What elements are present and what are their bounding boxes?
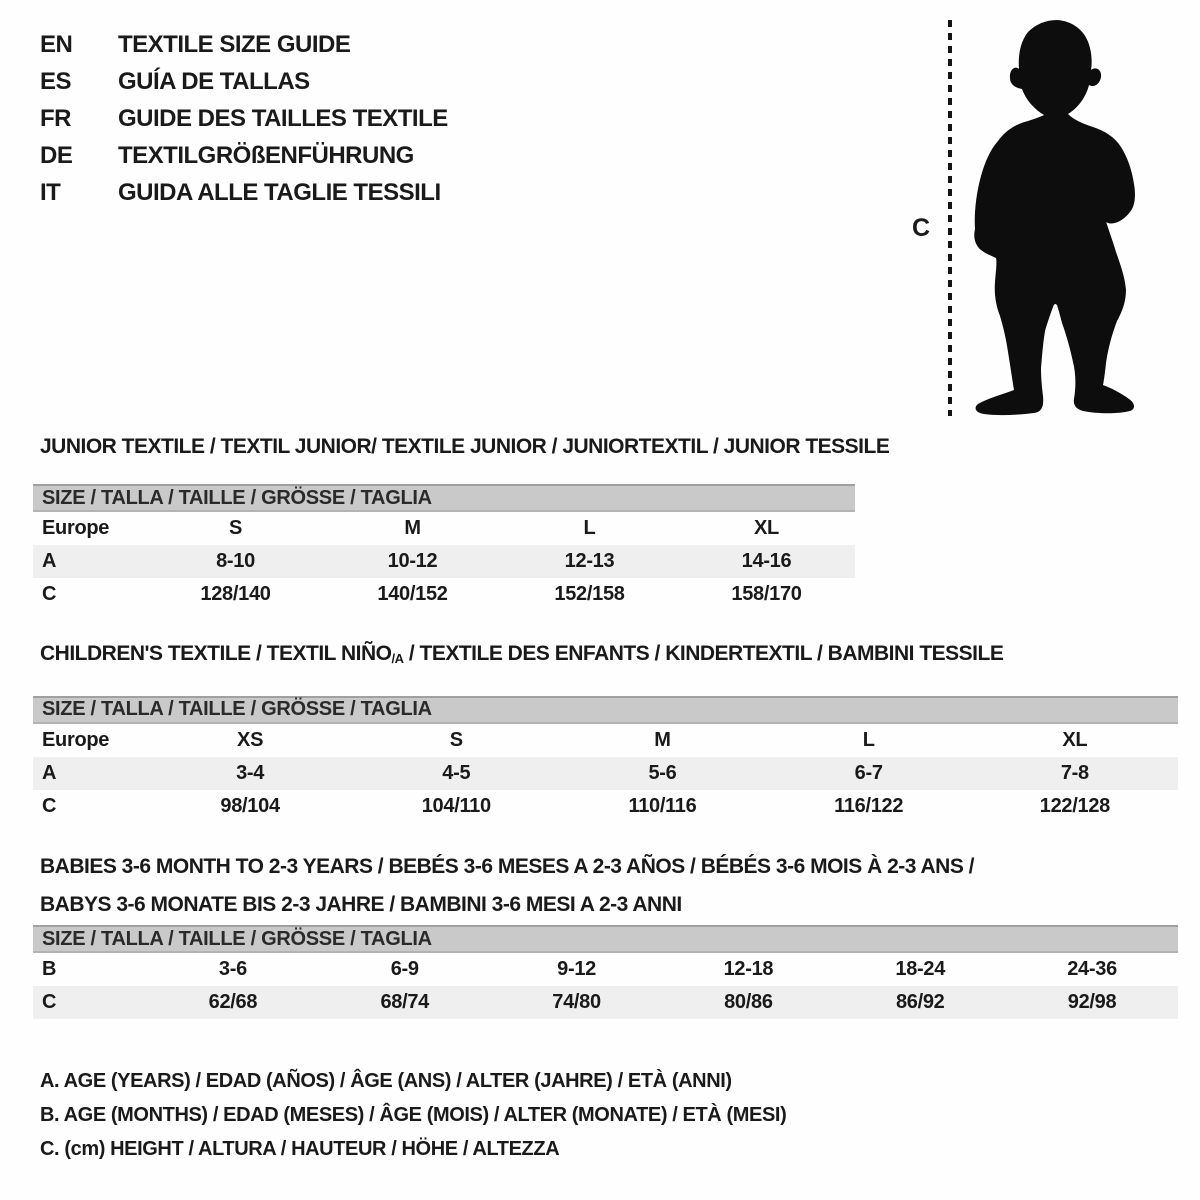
size-value: 74/80 <box>552 991 601 1013</box>
language-code: FR <box>40 104 71 132</box>
language-row <box>40 174 448 211</box>
table-row <box>33 790 1178 823</box>
size-value: 12-18 <box>723 958 774 980</box>
size-value: 7-8 <box>1060 761 1089 784</box>
table-row <box>33 724 1178 757</box>
language-code: ES <box>40 67 72 95</box>
size-table <box>33 953 1178 1019</box>
size-value: 92/98 <box>1067 991 1117 1013</box>
language-code: DE <box>40 141 73 169</box>
size-value: S <box>228 517 243 539</box>
size-value: 62/68 <box>208 991 258 1013</box>
language-code: EN <box>40 30 73 58</box>
guide-title: GUIDE DES TAILLES TEXTILE <box>118 104 448 132</box>
title-segment: BABYS 3-6 MONATE BIS 2-3 JAHRE / BAMBINI 3-6 MESI A 2-3 ANNI <box>40 893 682 916</box>
section-title-line <box>40 435 890 459</box>
title-segment: JUNIOR TEXTILE / TEXTIL JUNIOR/ TEXTILE JUNIOR / JUNIORTEXTIL / JUNIOR TESSILE <box>40 435 890 458</box>
size-value: 128/140 <box>200 583 271 605</box>
size-value: 8-10 <box>216 550 255 572</box>
size-value: L <box>862 728 875 751</box>
row-label: C <box>42 991 57 1013</box>
section-junior-textile <box>33 435 890 611</box>
language-row <box>40 26 448 63</box>
language-code: IT <box>40 178 61 206</box>
size-value: XL <box>1062 728 1088 751</box>
size-value: 12-13 <box>564 550 615 572</box>
row-label: A <box>42 550 57 572</box>
size-header-bar <box>33 484 855 512</box>
table-row <box>33 757 1178 790</box>
title-segment: /A <box>391 650 404 666</box>
size-value: 80/86 <box>724 991 773 1013</box>
footnote-line: C. (cm) HEIGHT / ALTURA / HAUTEUR / HÖHE / ALTEZZA <box>40 1138 560 1160</box>
footnote-line: B. AGE (MONTHS) / EDAD (MESES) / ÂGE (MOIS) / ALTER (MONATE) / ETÀ (MESI) <box>40 1104 787 1126</box>
size-value: 140/152 <box>377 583 448 605</box>
size-header-bar <box>33 925 1178 953</box>
size-value: 3-6 <box>218 958 247 980</box>
row-label: Europe <box>42 517 110 539</box>
section-title-line <box>40 886 1178 924</box>
row-label: B <box>42 958 57 980</box>
footnotes <box>40 1064 786 1166</box>
size-value: 6-9 <box>390 958 419 980</box>
table-row <box>33 953 1178 986</box>
size-value: 24-36 <box>1067 958 1117 980</box>
title-segment: BABIES 3-6 MONTH TO 2-3 YEARS / BEBÉS 3-6 MESES A 2-3 AÑOS / BÉBÉS 3-6 MOIS À 2-3 ANS / <box>40 855 975 878</box>
table-row <box>33 986 1178 1019</box>
size-table <box>33 724 1178 823</box>
size-value: 158/170 <box>731 583 802 605</box>
table-row <box>33 512 855 545</box>
size-value: 9-12 <box>557 958 596 980</box>
toddler-silhouette-image <box>960 16 1140 416</box>
size-table <box>33 512 855 611</box>
section-title-line <box>40 642 1178 671</box>
size-value: 98/104 <box>220 794 280 817</box>
size-value: 122/128 <box>1039 794 1110 817</box>
size-value: 18-24 <box>895 958 946 980</box>
language-row <box>40 63 448 100</box>
guide-title: GUÍA DE TALLAS <box>118 67 310 95</box>
size-header-label: SIZE / TALLA / TAILLE / GRÖSSE / TAGLIA <box>42 698 432 721</box>
table-row <box>33 578 855 611</box>
size-value: 10-12 <box>387 550 438 572</box>
row-label: C <box>42 583 57 605</box>
row-label: C <box>42 794 57 817</box>
row-label: Europe <box>42 728 110 751</box>
size-value: 104/110 <box>421 794 491 817</box>
size-value: 68/74 <box>380 991 430 1013</box>
language-row <box>40 100 448 137</box>
size-value: 116/122 <box>834 794 904 817</box>
section-title <box>40 435 890 459</box>
size-value: XS <box>237 728 264 751</box>
section-childrens-textile <box>33 642 1178 823</box>
size-header-label: SIZE / TALLA / TAILLE / GRÖSSE / TAGLIA <box>42 486 432 509</box>
size-value: XL <box>754 517 779 539</box>
section-title-line <box>40 848 1178 886</box>
section-babies-textile <box>33 848 1178 1019</box>
section-title <box>40 642 1178 671</box>
height-dimension-label: C <box>912 214 931 242</box>
size-value: 6-7 <box>854 761 883 784</box>
size-value: L <box>583 517 596 539</box>
row-label: A <box>42 761 57 784</box>
language-title-list <box>40 26 448 211</box>
table-row <box>33 545 855 578</box>
title-segment: CHILDREN'S TEXTILE / TEXTIL NIÑO <box>40 642 392 665</box>
title-segment: / TEXTILE DES ENFANTS / KINDERTEXTIL / BAMBINI TESSILE <box>403 642 1004 665</box>
size-value: S <box>449 728 463 751</box>
size-value: M <box>654 728 671 751</box>
size-value: 3-4 <box>236 761 265 784</box>
size-value: 5-6 <box>648 761 677 784</box>
language-row <box>40 137 448 174</box>
guide-title: TEXTILGRÖßENFÜHRUNG <box>118 141 414 169</box>
size-value: 110/116 <box>628 794 697 817</box>
guide-title: GUIDA ALLE TAGLIE TESSILI <box>118 178 441 206</box>
footnote-line: A. AGE (YEARS) / EDAD (AÑOS) / ÂGE (ANS) / ALTER (JAHRE) / ETÀ (ANNI) <box>40 1070 732 1092</box>
size-value: 4-5 <box>442 761 471 784</box>
size-header-label: SIZE / TALLA / TAILLE / GRÖSSE / TAGLIA <box>42 927 432 950</box>
size-value: 14-16 <box>741 550 792 572</box>
size-value: 86/92 <box>895 991 945 1013</box>
section-title <box>40 848 1178 924</box>
size-header-bar <box>33 696 1178 724</box>
height-measure-dashed-line <box>948 20 952 416</box>
guide-title: TEXTILE SIZE GUIDE <box>118 30 351 58</box>
size-value: 152/158 <box>554 583 625 605</box>
size-value: M <box>404 517 421 539</box>
